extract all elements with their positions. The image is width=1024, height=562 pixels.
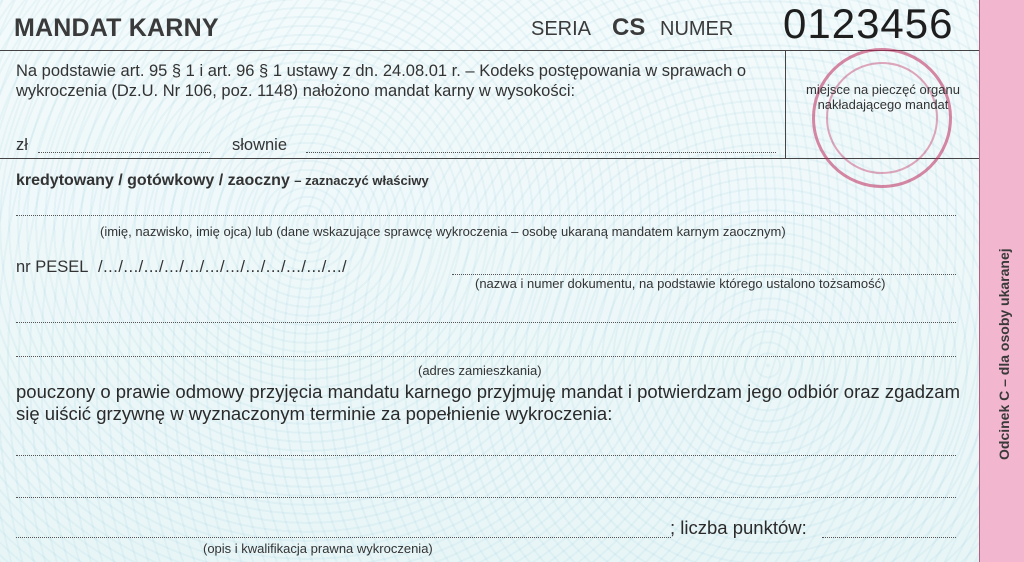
offense-field-line-3[interactable]: [16, 537, 671, 538]
document-hint: (nazwa i numer dokumentu, na podstawie którego ustalono tożsamość): [475, 276, 886, 291]
form-title: MANDAT KARNY: [14, 14, 219, 42]
number-value: 0123456: [783, 0, 954, 47]
header-divider: [0, 50, 979, 51]
series-value: CS: [612, 14, 646, 41]
side-strip: [979, 0, 1024, 562]
side-strip-label: Odcinek C – dla osoby ukaranej: [996, 248, 1012, 460]
stamp-divider: [785, 50, 786, 158]
person-field[interactable]: [16, 215, 956, 216]
payment-type-options-text[interactable]: kredytowany / gotówkowy / zaoczny: [16, 172, 290, 189]
stamp-area: [792, 52, 974, 156]
points-label: ; liczba punktów:: [670, 517, 807, 538]
declaration-text: pouczony o prawie odmowy przyjęcia mandatu karnego przyjmuję mandat i potwierdzam jego odbiór oraz zgadzam się uiścić grzywnę w wyznaczonym terminie za popełnienie wykroczenia:: [16, 381, 960, 424]
payment-type-instruction: – zaznaczyć właściwy: [294, 173, 429, 188]
stamp-inner-ring: [826, 62, 938, 174]
pesel-field[interactable]: /.../.../.../.../.../.../.../.../.../.../.../.../: [98, 258, 348, 276]
currency-label: zł: [16, 136, 28, 154]
document-field[interactable]: [452, 274, 956, 275]
legal-basis-text: Na podstawie art. 95 § 1 i art. 96 § 1 ustawy z dn. 24.08.01 r. – Kodeks postępowania w sprawach o wykroczenia (Dz.U. Nr 106, poz. 1148) nałożono mandat karny w wysokości:: [16, 62, 747, 100]
amount-field[interactable]: [38, 152, 210, 153]
offense-field-line-2[interactable]: [16, 497, 956, 498]
number-label: NUMER: [660, 18, 734, 40]
address-hint: (adres zamieszkania): [418, 363, 542, 378]
amount-in-words-field[interactable]: [306, 152, 776, 153]
in-words-label: słownie: [232, 136, 288, 154]
payment-type-options: [16, 172, 429, 190]
series-label: SERIA: [531, 18, 592, 40]
offense-field-line-1[interactable]: [16, 455, 956, 456]
stamp-placeholder-text: miejsce na pieczęć organu nakładającego mandat: [806, 82, 960, 112]
address-field-line-1[interactable]: [16, 322, 956, 323]
offense-hint: (opis i kwalifikacja prawna wykroczenia): [203, 541, 433, 556]
points-field[interactable]: [822, 537, 956, 538]
pesel-label: nr PESEL: [16, 258, 89, 276]
person-hint: (imię, nazwisko, imię ojca) lub (dane wskazujące sprawcę wykroczenia – osobę ukaraną mandatem karnym zaocznym): [100, 224, 786, 239]
address-field-line-2[interactable]: [16, 356, 956, 357]
